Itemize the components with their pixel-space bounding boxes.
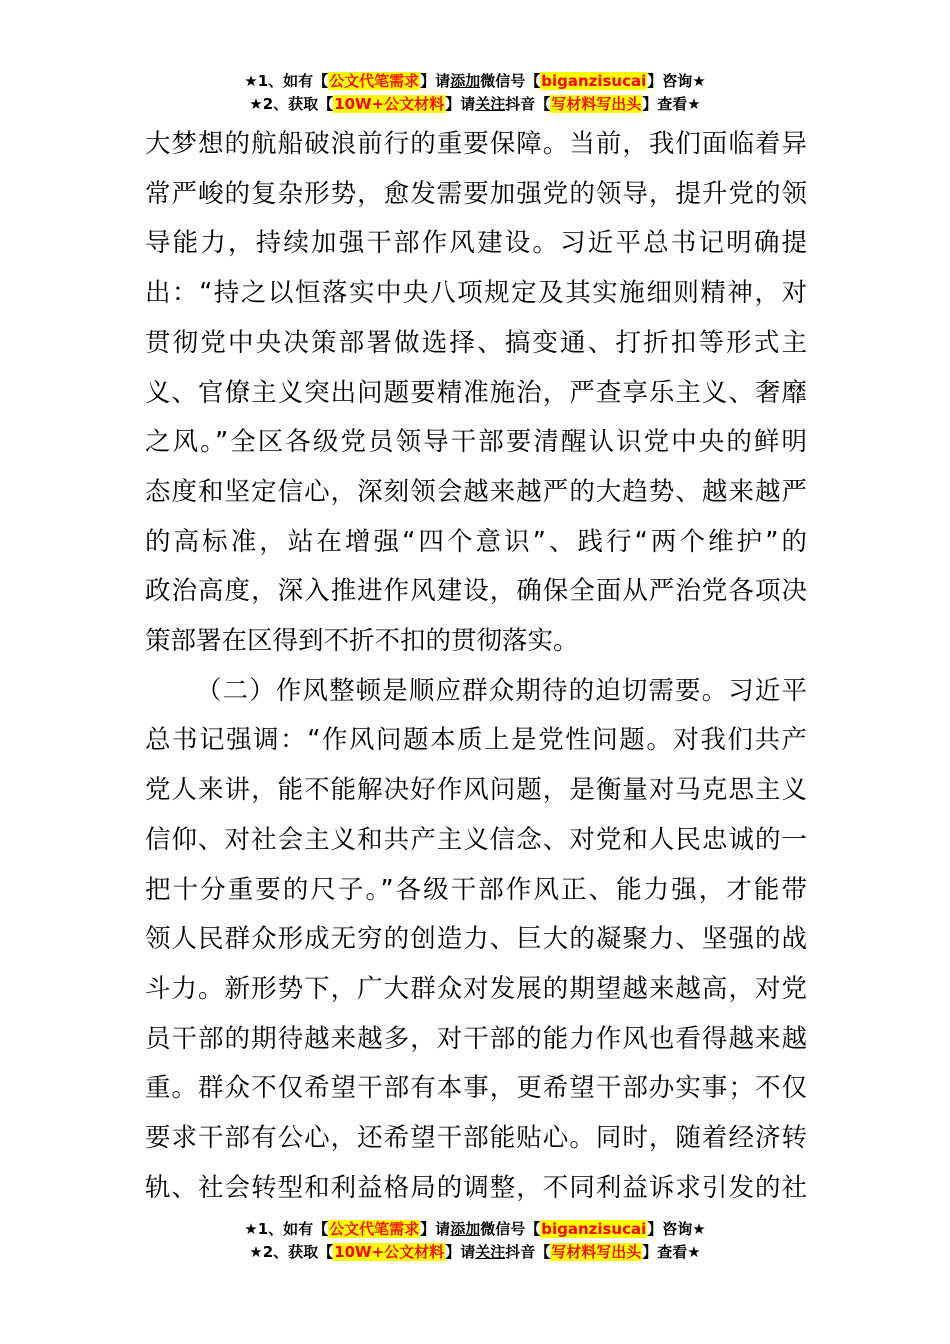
banner-text: 微信号【 (480, 72, 541, 90)
banner-text: 】查看★ (642, 95, 701, 113)
banner-text: 】请 (420, 1220, 451, 1238)
banner-underline: 关注 (475, 95, 506, 113)
banner-text: 】请 (445, 1243, 476, 1261)
banner-text: 微信号【 (480, 1220, 541, 1238)
text-line: 领人民群众形成无穷的创造力、巨大的凝聚力、坚强的战 (145, 924, 807, 955)
banner-underline: 添加 (450, 72, 481, 90)
text-line: 政治高度，深入推进作风建设，确保全面从严治党各项决 (145, 576, 807, 607)
text-line: 贯彻党中央决策部署做选择、搞变通、打折扣等形式主 (145, 327, 807, 358)
text-line: 的高标准，站在增强“四个意识”、践行“两个维护”的 (145, 526, 807, 557)
text-line: 出：“持之以恒落实中央八项规定及其实施细则精神，对 (145, 278, 807, 309)
banner-highlight: biganzisucai (541, 72, 647, 90)
paragraph-2 (145, 667, 807, 1214)
text-line: 大梦想的航船破浪前行的重要保障。当前，我们面临着异 (145, 129, 807, 159)
banner-line-2 (0, 1241, 950, 1264)
header-banner (0, 70, 950, 116)
banner-text: 】请 (445, 95, 476, 113)
text-line: 重。群众不仅希望干部有本事，更希望干部办实事；不仅 (145, 1073, 807, 1104)
text-line: 策部署在区得到不折不扣的贯彻落实。 (145, 626, 579, 657)
text-line: 轨、社会转型和利益格局的调整，不同利益诉求引发的社 (145, 1172, 807, 1203)
text-line: 要求干部有公心，还希望干部能贴心。同时，随着经济转 (145, 1123, 807, 1154)
banner-text: 抖音【 (505, 1243, 551, 1261)
text-line: 把十分重要的尺子。”各级干部作风正、能力强，才能带 (145, 874, 807, 905)
text-line: 导能力，持续加强干部作风建设。习近平总书记明确提 (145, 228, 807, 259)
text-line: 信仰、对社会主义和共产主义信念、对党和人民忠诚的一 (145, 824, 807, 855)
banner-text: ★2、获取【 (249, 95, 334, 113)
banner-text: 抖音【 (505, 95, 551, 113)
paragraph-1 (145, 120, 807, 667)
banner-text: 】咨询★ (647, 1220, 706, 1238)
banner-text: ★1、如有【 (244, 72, 329, 90)
text-line: 态度和坚定信心，深刻领会越来越严的大趋势、越来越严 (145, 476, 807, 507)
banner-text: 】咨询★ (647, 72, 706, 90)
banner-highlight: 公文代笔需求 (329, 72, 420, 90)
banner-text: ★1、如有【 (244, 1220, 329, 1238)
banner-underline: 添加 (450, 1220, 481, 1238)
text-line: （二）作风整顿是顺应群众期待的迫切需要。习近平 (196, 675, 807, 706)
text-line: 党人来讲，能不能解决好作风问题，是衡量对马克思主义 (145, 775, 807, 806)
banner-highlight: 公文代笔需求 (329, 1220, 420, 1238)
banner-highlight: biganzisucai (541, 1220, 647, 1238)
banner-highlight: 写材料写出头 (551, 95, 642, 113)
banner-text: ★2、获取【 (249, 1243, 334, 1261)
banner-text: 】查看★ (642, 1243, 701, 1261)
footer-banner (0, 1218, 950, 1264)
banner-text: 】请 (420, 72, 451, 90)
text-line: 员干部的期待越来越多，对干部的能力作风也看得越来越 (145, 1023, 807, 1054)
text-line: 之风。”全区各级党员领导干部要清醒认识党中央的鲜明 (145, 427, 807, 458)
banner-line-2 (0, 93, 950, 116)
banner-line-1 (0, 70, 950, 93)
text-line: 常严峻的复杂形势，愈发需要加强党的领导，提升党的领 (145, 178, 807, 209)
document-body (145, 120, 807, 1213)
text-line: 总书记强调：“作风问题本质上是党性问题。对我们共产 (145, 725, 807, 756)
banner-underline: 关注 (475, 1243, 506, 1261)
text-line: 斗力。新形势下，广大群众对发展的期望越来越高，对党 (145, 973, 807, 1004)
banner-line-1 (0, 1218, 950, 1241)
text-line: 义、官僚主义突出问题要精准施治，严查享乐主义、奢靡 (145, 377, 807, 408)
banner-highlight: 写材料写出头 (551, 1243, 642, 1261)
banner-highlight: 10W+公文材料 (334, 1243, 445, 1261)
banner-highlight: 10W+公文材料 (334, 95, 445, 113)
